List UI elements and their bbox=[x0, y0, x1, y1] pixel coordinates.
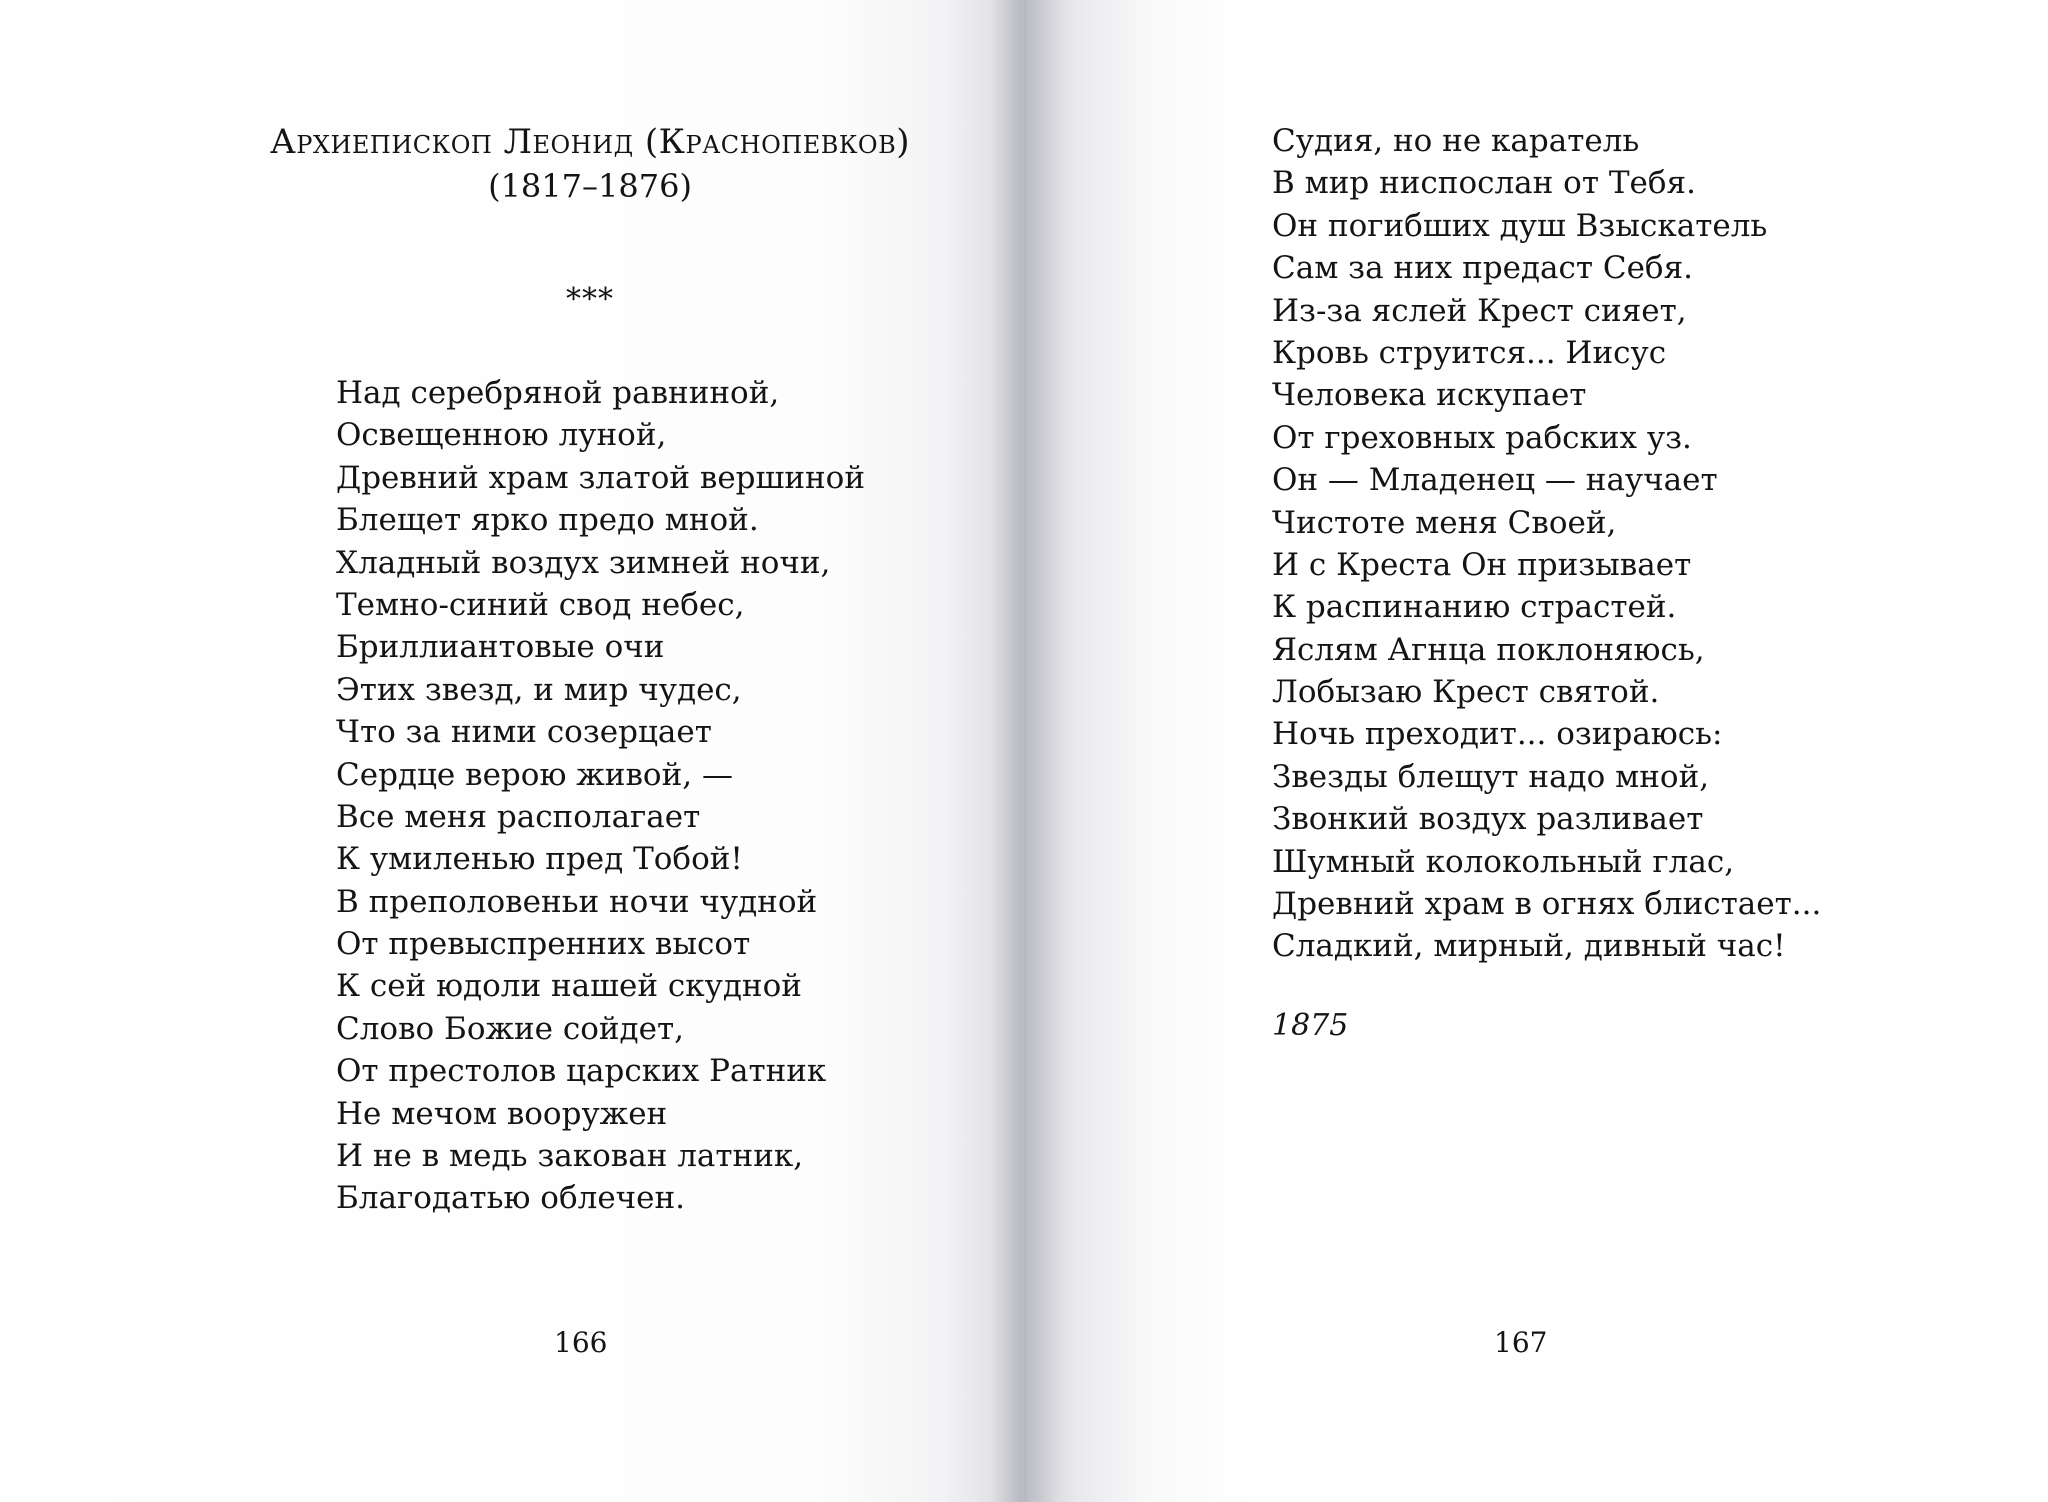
verse-line: Освещенною луной, bbox=[336, 417, 667, 454]
verse-line: Сладкий, мирный, дивный час! bbox=[1272, 928, 1786, 965]
poem-text-left bbox=[336, 372, 865, 1220]
verse-line: Звезды блещут надо мной, bbox=[1272, 758, 1710, 795]
poem-date: 1875 bbox=[1272, 1008, 1349, 1043]
verse-line: Бриллиантовые очи bbox=[336, 629, 665, 666]
verse-line: Сердце верою живой, — bbox=[336, 756, 733, 793]
verse-line: К распинанию страстей. bbox=[1272, 589, 1677, 626]
poem-author-title: Архиепископ Леонид (Краснопевков) bbox=[270, 122, 910, 162]
verse-line: От превыспренних высот bbox=[336, 926, 751, 963]
verse-line: От греховных рабских уз. bbox=[1272, 419, 1692, 456]
verse-line: Хладный воздух зимней ночи, bbox=[336, 544, 831, 581]
verse-line: Темно-синий свод небес, bbox=[336, 586, 745, 623]
verse-line: В мир ниспослан от Тебя. bbox=[1272, 165, 1696, 202]
page-number-left: 166 bbox=[554, 1326, 608, 1359]
verse-line: Слово Божие сойдет, bbox=[336, 1010, 684, 1047]
verse-line: Звонкий воздух разливает bbox=[1272, 801, 1704, 838]
verse-line: Кровь струится... Иисус bbox=[1272, 334, 1667, 371]
verse-line: Над серебряной равниной, bbox=[336, 375, 780, 411]
verse-line: Яслям Агнца поклоняюсь, bbox=[1272, 631, 1705, 668]
verse-line: И с Креста Он призывает bbox=[1272, 546, 1692, 583]
verse-line: К умиленью пред Тобой! bbox=[336, 841, 743, 878]
verse-line: Все меня располагает bbox=[336, 798, 701, 835]
verse-line: Благодатью облечен. bbox=[336, 1180, 686, 1217]
verse-line: Судия, но не каратель bbox=[1272, 123, 1640, 159]
poem-text-right bbox=[1272, 120, 1821, 968]
verse-line: Он — Младенец — научает bbox=[1272, 462, 1718, 499]
verse-line: Этих звезд, и мир чудес, bbox=[336, 671, 742, 708]
book-gutter bbox=[990, 0, 1060, 1502]
verse-line: Человека искупает bbox=[1272, 377, 1587, 414]
verse-line: Шумный колокольный глас, bbox=[1272, 843, 1735, 880]
verse-line: В преполовеньи ночи чудной bbox=[336, 883, 818, 920]
author-years: (1817–1876) bbox=[488, 167, 692, 205]
verse-line: И не в медь закован латник, bbox=[336, 1138, 804, 1175]
verse-line: Древний храм златой вершиной bbox=[336, 459, 865, 496]
verse-line: Чистоте меня Своей, bbox=[1272, 504, 1617, 541]
verse-line: Сам за них предаст Себя. bbox=[1272, 250, 1693, 287]
verse-line: От престолов царских Ратник bbox=[336, 1053, 827, 1090]
verse-line: Лобызаю Крест святой. bbox=[1272, 674, 1660, 711]
verse-line: Он погибших душ Взыскатель bbox=[1272, 207, 1768, 244]
verse-line: Не мечом вооружен bbox=[336, 1095, 668, 1132]
page-number-right: 167 bbox=[1494, 1326, 1548, 1359]
verse-line: Ночь преходит... озираюсь: bbox=[1272, 716, 1723, 753]
poem-separator: *** bbox=[566, 282, 614, 317]
verse-line: Блещет ярко предо мной. bbox=[336, 502, 759, 539]
verse-line: Древний храм в огнях блистает... bbox=[1272, 886, 1822, 923]
verse-line: Из-за яслей Крест сияет, bbox=[1272, 292, 1687, 329]
verse-line: К сей юдоли нашей скудной bbox=[336, 968, 802, 1005]
verse-line: Что за ними созерцает bbox=[336, 714, 712, 751]
